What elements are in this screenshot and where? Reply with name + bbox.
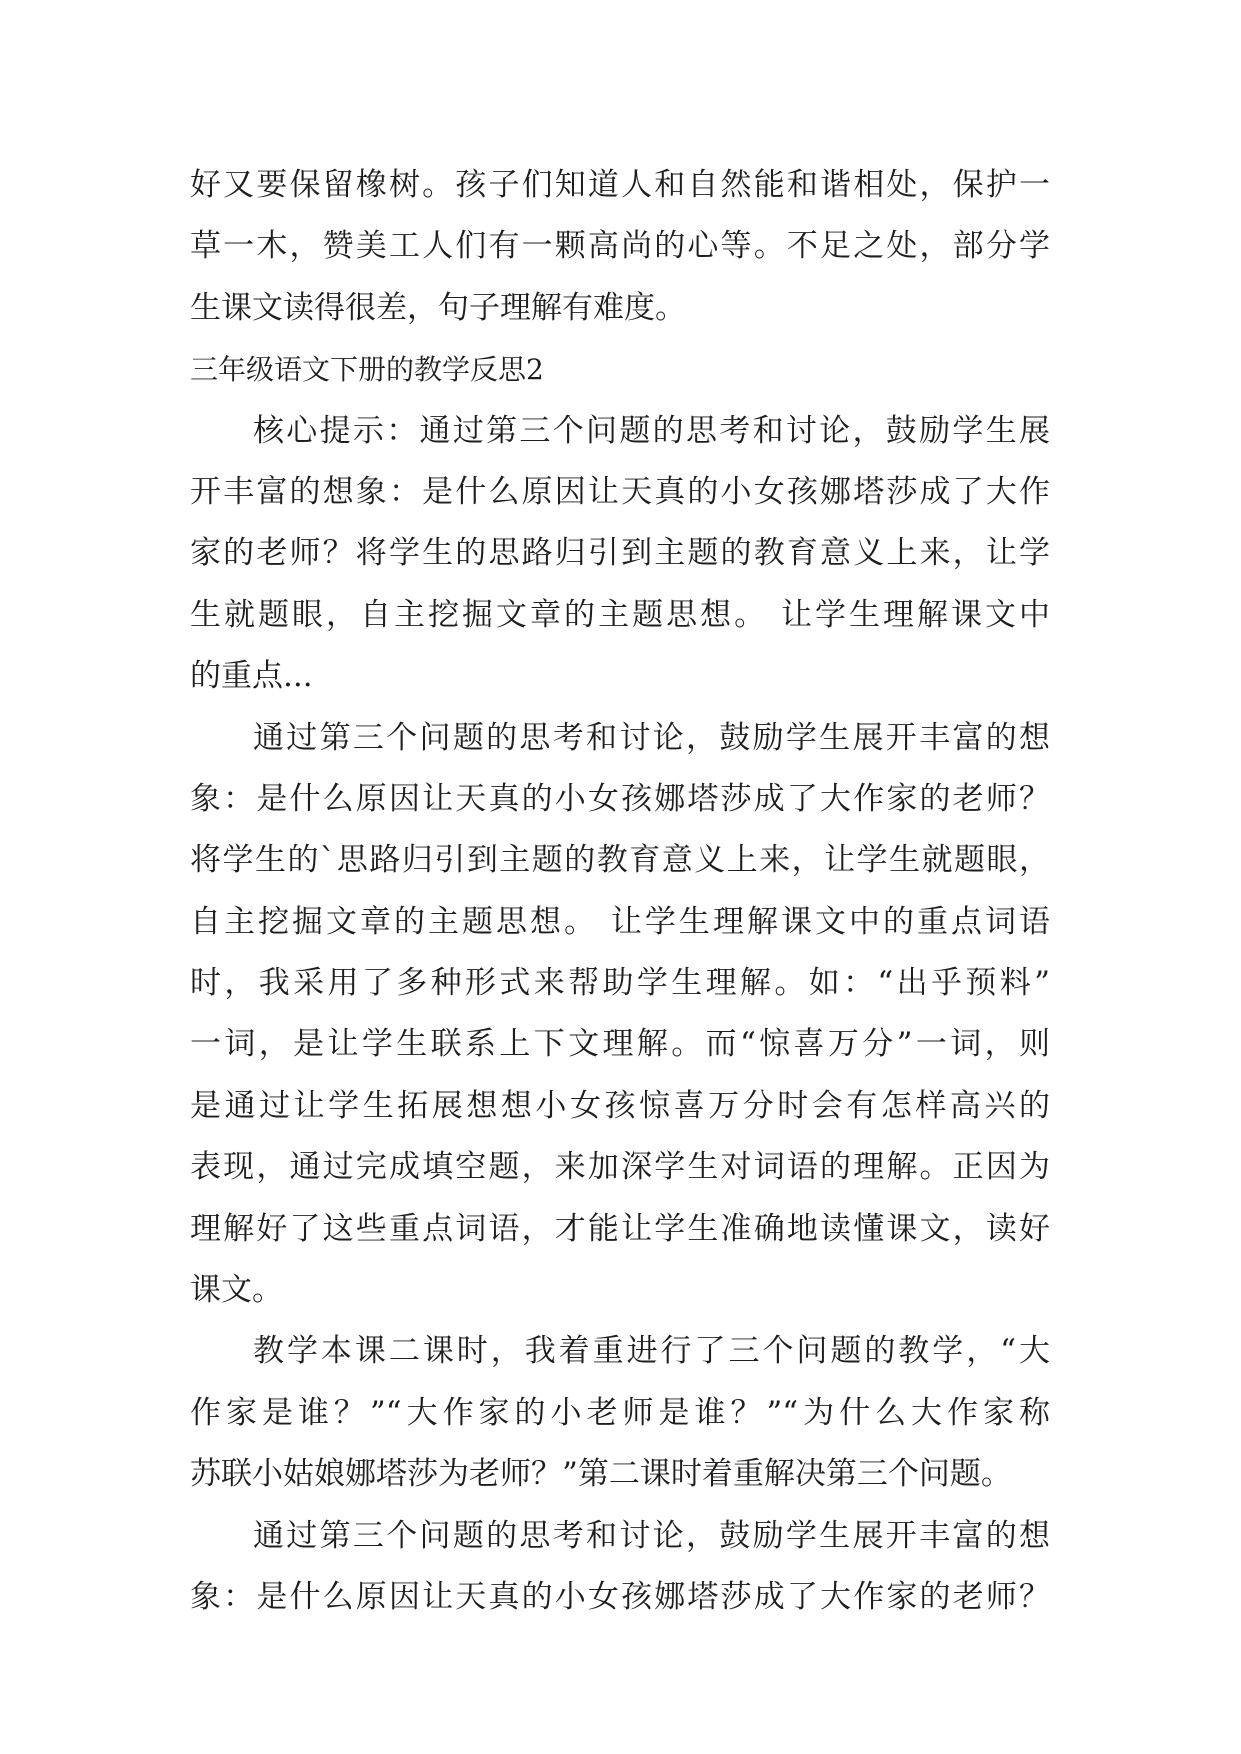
text-line: 时，我采用了多种形式来帮助学生理解。如：“出乎预料” bbox=[190, 965, 1050, 1002]
text-line: 作家是谁？”“大作家的小老师是谁？”“为什么大作家称 bbox=[190, 1394, 1050, 1431]
text-line: 好又要保留橡树。孩子们知道人和自然能和谐相处，保护一 bbox=[190, 167, 1050, 203]
text-line: 生就题眼，自主挖掘文章的主题思想。 让学生理解课文中 bbox=[190, 596, 1050, 633]
text-line: 象：是什么原因让天真的小女孩娜塔莎成了大作家的老师？ bbox=[190, 1578, 1050, 1615]
text-line: 将学生的`思路归引到主题的教育意义上来，让学生就题眼， bbox=[190, 842, 1050, 879]
text-line: 通过第三个问题的思考和讨论，鼓励学生展开丰富的想 bbox=[253, 1517, 1050, 1554]
paragraph-continued bbox=[190, 155, 1050, 339]
text-line: 一词，是让学生联系上下文理解。而“惊喜万分”一词，则 bbox=[190, 1026, 1050, 1063]
paragraph-body-2 bbox=[190, 1321, 1050, 1505]
paragraph-summary bbox=[190, 401, 1050, 708]
text-line: 的重点... bbox=[190, 658, 313, 695]
text-line: 象：是什么原因让天真的小女孩娜塔莎成了大作家的老师？ bbox=[190, 780, 1050, 817]
document-body bbox=[190, 155, 1050, 1628]
heading-text: 三年级语文下册的教学反思2 bbox=[190, 353, 544, 387]
section-heading bbox=[190, 339, 1050, 400]
text-line: 家的老师？将学生的思路归引到主题的教育意义上来，让学 bbox=[190, 535, 1050, 572]
text-line: 教学本课二课时，我着重进行了三个问题的教学，“大 bbox=[253, 1333, 1050, 1370]
text-line: 是通过让学生拓展想想小女孩惊喜万分时会有怎样高兴的 bbox=[190, 1087, 1050, 1124]
text-line: 表现，通过完成填空题，来加深学生对词语的理解。正因为 bbox=[190, 1149, 1050, 1186]
paragraph-body-1 bbox=[190, 708, 1050, 1322]
text-line: 通过第三个问题的思考和讨论，鼓励学生展开丰富的想 bbox=[253, 719, 1050, 756]
text-line: 草一木，赞美工人们有一颗高尚的心等。不足之处，部分学 bbox=[190, 228, 1050, 265]
text-line: 课文。 bbox=[190, 1272, 283, 1309]
paragraph-body-3 bbox=[190, 1506, 1050, 1629]
text-line: 自主挖掘文章的主题思想。 让学生理解课文中的重点词语 bbox=[190, 903, 1050, 940]
text-line: 核心提示：通过第三个问题的思考和讨论，鼓励学生展 bbox=[253, 412, 1050, 449]
text-line: 苏联小姑娘娜塔莎为老师？”第二课时着重解决第三个问题。 bbox=[190, 1456, 1012, 1493]
text-line: 生课文读得很差，句子理解有难度。 bbox=[190, 289, 686, 326]
text-line: 开丰富的想象：是什么原因让天真的小女孩娜塔莎成了大作 bbox=[190, 473, 1050, 510]
text-line: 理解好了这些重点词语，才能让学生准确地读懂课文，读好 bbox=[190, 1210, 1050, 1247]
